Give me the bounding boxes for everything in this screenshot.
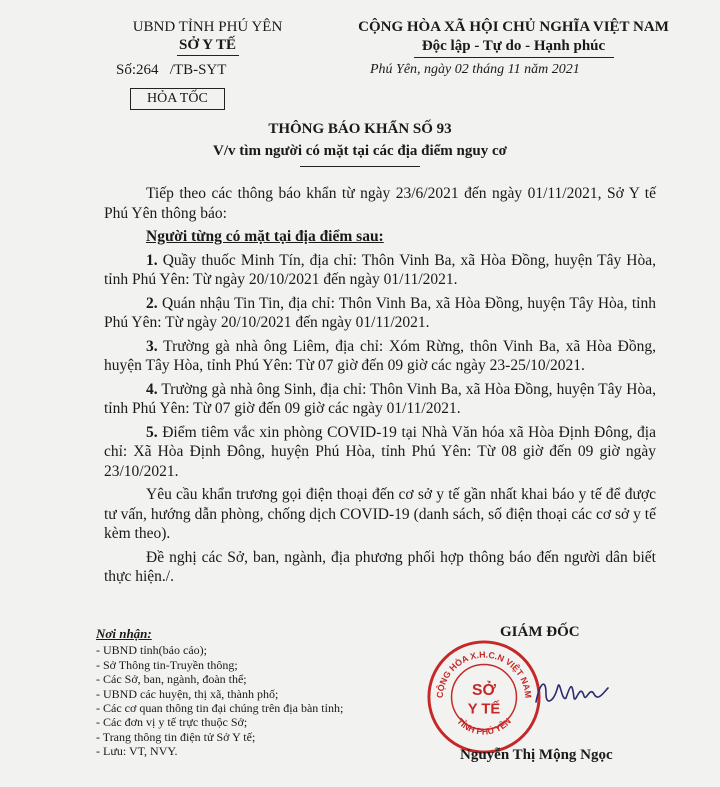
recipient-item: - UBND tỉnh(báo cáo);: [96, 643, 207, 658]
urgency-stamp: HỎA TỐC: [130, 88, 225, 110]
recipients-heading: Nơi nhận:: [96, 626, 152, 641]
agency-underline: [177, 55, 239, 56]
recipient-item: - Trang thông tin điện tử Sở Y tế;: [96, 729, 256, 744]
seal-bottom-text: TỈNH PHÚ YÊN: [455, 716, 513, 737]
official-seal-icon: [425, 638, 543, 756]
signature-stroke: [536, 684, 608, 702]
list-item: 3. Trường gà nhà ông Liêm, địa chỉ: Xóm Rừng, thôn Vinh Ba, xã Hòa Đồng, huyện Tây Hòa, tỉnh Phú Yên: Từ 07 giờ đến 09 giờ các ngày 23-25/10/2021.: [104, 337, 656, 374]
seal-ring-text: CỘNG HÒA X.H.C.N VIỆT NAM: [434, 649, 534, 699]
list-item: 4. Trường gà nhà ông Sinh, địa chỉ: Thôn Vinh Ba, xã Hòa Đồng, huyện Tây Hòa, tỉnh Phú Yên: Từ 07 giờ đến 09 giờ các ngày 01/11/2021.: [104, 380, 656, 417]
list-heading: Người từng có mặt tại địa điểm sau:: [146, 228, 384, 245]
document-subject: V/v tìm người có mặt tại các địa điểm nguy cơ: [213, 143, 507, 159]
signer-name: Nguyễn Thị Mộng Ngọc: [460, 747, 613, 763]
recipient-item: - Các cơ quan thông tin đại chúng trên địa bàn tỉnh;: [96, 701, 344, 716]
recipient-item: - Lưu: VT, NVY.: [96, 744, 178, 759]
national-motto: Độc lập - Tự do - Hạnh phúc: [421, 38, 606, 54]
closing-paragraph: Đề nghị các Sở, ban, ngành, địa phương phối hợp thông báo đến người dân biết thực hiện./.: [104, 548, 656, 585]
seal-center-line1: SỞ: [472, 682, 496, 700]
recipients-block: [96, 627, 416, 759]
document-body: [104, 184, 656, 591]
seal-center-line2: Y TẾ: [467, 701, 501, 718]
list-item: 5. Điểm tiêm vắc xin phòng COVID-19 tại Nhà Văn hóa xã Hòa Định Đông, địa chỉ: Xã Hòa Định Đông, huyện Phú Hòa, tỉnh Phú Yên: Từ 08 giờ đến 09 giờ ngày 23/10/2021.: [104, 423, 656, 480]
recipient-item: - UBND các huyện, thị xã, thành phố;: [96, 686, 279, 701]
signer-position: GIÁM ĐỐC: [500, 624, 580, 640]
document-title: THÔNG BÁO KHẨN SỐ 93: [268, 121, 452, 137]
document-number: Số:264 /TB-SYT: [116, 62, 227, 78]
list-item: 1. Quầy thuốc Minh Tín, địa chỉ: Thôn Vinh Ba, xã Hòa Đồng, huyện Tây Hòa, tỉnh Phú Yên: Từ ngày 20/10/2021 đến ngày 01/11/2021.: [104, 251, 656, 288]
handwritten-signature-icon: [532, 672, 612, 712]
request-paragraph: Yêu cầu khẩn trương gọi điện thoại đến cơ sở y tế gần nhất khai báo y tế để được tư vấn, hướng dẫn phòng, chống dịch COVID-19 (danh sách, số điện thoại các cơ sở y tế kèm theo).: [104, 486, 656, 542]
recipient-item: - Sở Thông tin-Truyền thông;: [96, 657, 238, 672]
agency-name: SỞ Y TẾ: [179, 37, 236, 53]
national-header: [316, 18, 711, 58]
title-underline: [300, 166, 420, 167]
motto-underline: [414, 57, 614, 58]
nation-name: CỘNG HÒA XÃ HỘI CHỦ NGHĨA VIỆT NAM: [358, 19, 669, 35]
intro-paragraph: Tiếp theo các thông báo khẩn từ ngày 23/6/2021 đến ngày 01/11/2021, Sở Y tế Phú Yên thông báo:: [104, 185, 656, 222]
list-item: 2. Quán nhậu Tin Tin, địa chỉ: Thôn Vinh Ba, xã Hòa Đồng, huyện Tây Hòa, tỉnh Phú Yên: Từ ngày 20/10/2021 đến ngày 01/11/2021.: [104, 294, 656, 331]
issuing-agency: [100, 18, 315, 56]
place-date: Phú Yên, ngày 02 tháng 11 năm 2021: [370, 62, 580, 77]
agency-parent: UBND TỈNH PHÚ YÊN: [132, 19, 283, 35]
recipient-item: - Các Sở, ban, ngành, đoàn thể;: [96, 672, 247, 687]
recipient-item: - Các đơn vị y tế trực thuộc Sở;: [96, 715, 248, 730]
